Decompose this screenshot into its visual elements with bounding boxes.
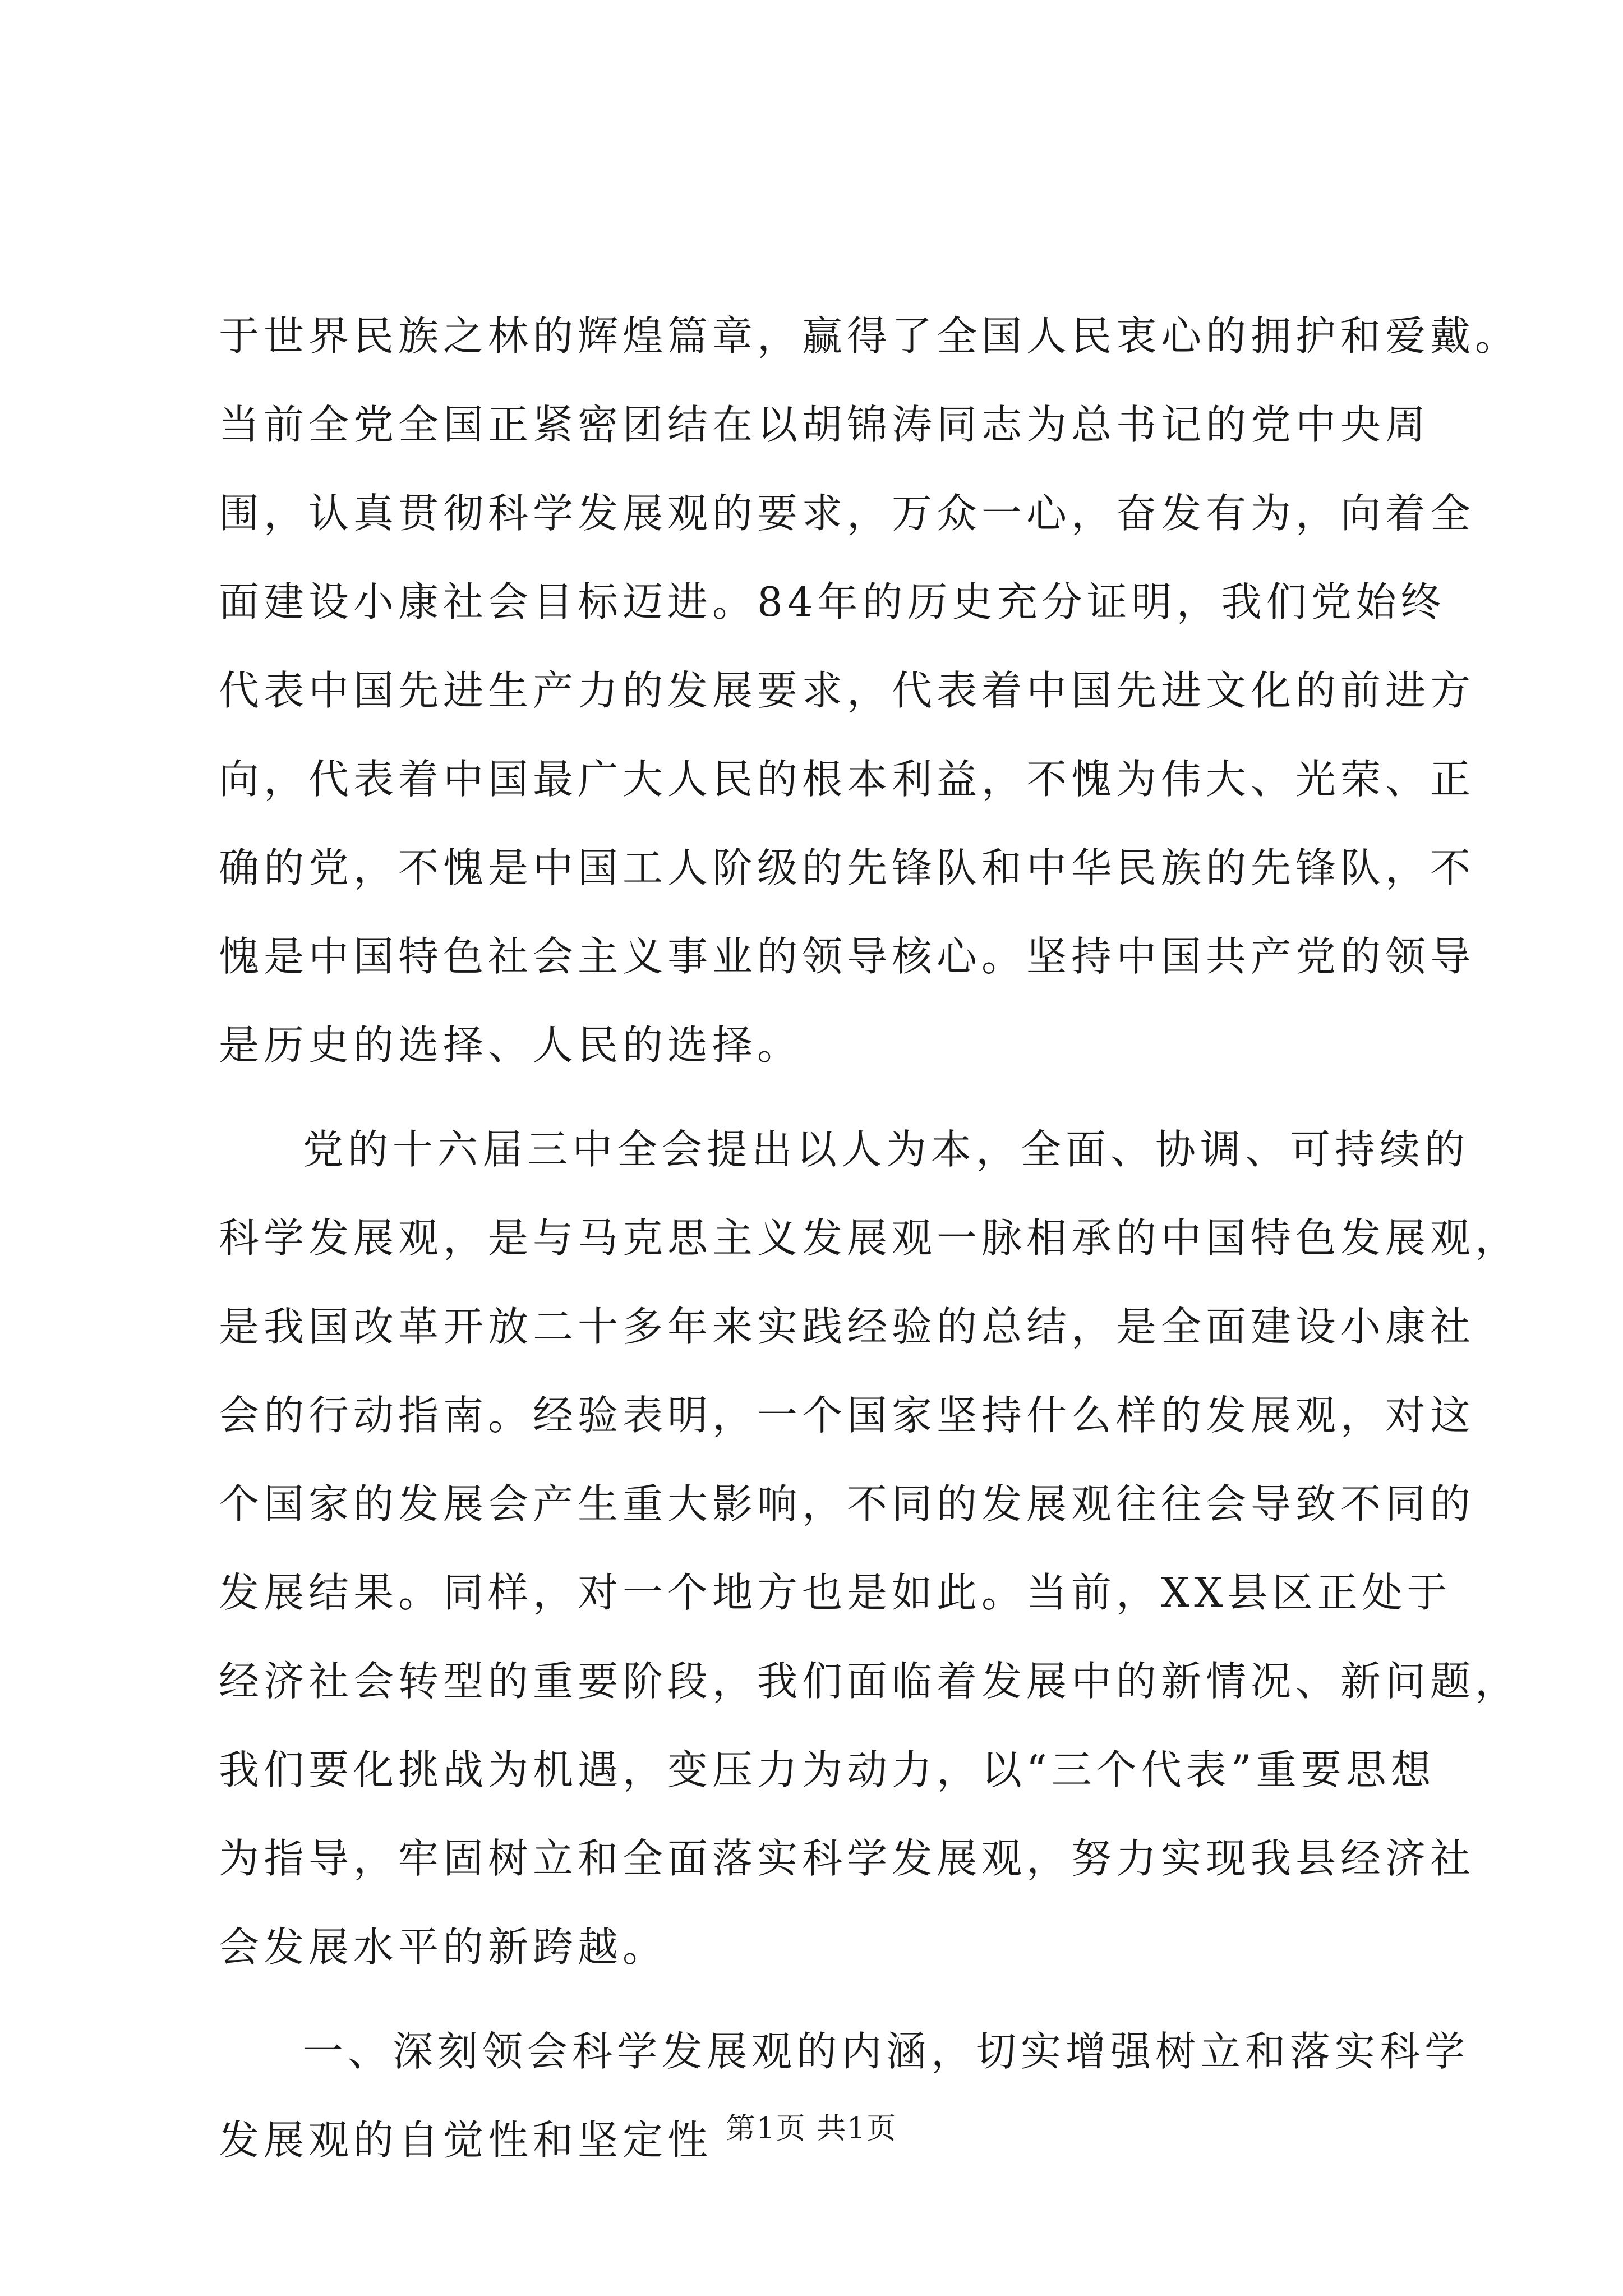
text-line: 科学发展观，是与马克思主义发展观一脉相承的中国特色发展观，: [219, 1214, 1520, 1262]
text-line: 确的党，不愧是中国工人阶级的先锋队和中华民族的先锋队，不: [219, 844, 1476, 891]
text-line: 代表中国先进生产力的发展要求，代表着中国先进文化的前进方: [219, 667, 1476, 714]
text-line: 党的十六届三中全会提出以人为本，全面、协调、可持续的: [303, 1126, 1470, 1173]
heading-line: 一、深刻领会科学发展观的内涵，切实增强树立和落实科学: [303, 2028, 1470, 2075]
text-line: 会的行动指南。经验表明，一个国家坚持什么样的发展观，对这: [219, 1392, 1476, 1439]
text-line: 当前全党全国正紧密团结在以胡锦涛同志为总书记的党中央周: [219, 401, 1431, 448]
text-line: 面建设小康社会目标迈进。84年的历史充分证明，我们党始终: [219, 578, 1446, 625]
paragraph-2: [219, 1105, 1520, 1991]
text-line: 向，代表着中国最广大人民的根本利益，不愧为伟大、光荣、正: [219, 756, 1476, 803]
text-line: 会发展水平的新跨越。: [219, 1924, 668, 1971]
text-line: 围，认真贯彻科学发展观的要求，万众一心，奋发有为，向着全: [219, 490, 1476, 537]
section-heading: [219, 2007, 1470, 2184]
heading-line: 发展观的自觉性和坚定性: [219, 2116, 713, 2164]
text-line: 个国家的发展会产生重大影响，不同的发展观往往会导致不同的: [219, 1480, 1476, 1527]
document-body: [219, 292, 1520, 2184]
text-line: 愧是中国特色社会主义事业的领导核心。坚持中国共产党的领导: [219, 933, 1476, 980]
text-line: 我们要化挑战为机遇，变压力为动力，以“三个代表”重要思想: [219, 1746, 1436, 1793]
text-line: 经济社会转型的重要阶段，我们面临着发展中的新情况、新问题，: [219, 1658, 1520, 1705]
text-line: 发展结果。同样，对一个地方也是如此。当前，XX县区正处于: [219, 1569, 1452, 1616]
text-line: 是历史的选择、人民的选择。: [219, 1022, 803, 1069]
text-line: 是我国改革开放二十多年来实践经验的总结，是全面建设小康社: [219, 1303, 1476, 1350]
text-line: 为指导，牢固树立和全面落实科学发展观，努力实现我县经济社: [219, 1835, 1476, 1882]
page-number-footer: 第1页 共1页: [726, 2112, 897, 2146]
paragraph-1: [219, 292, 1520, 1089]
text-line: 于世界民族之林的辉煌篇章，赢得了全国人民衷心的拥护和爱戴。: [219, 312, 1520, 360]
paragraph-gap: [219, 1089, 1419, 1105]
paragraph-gap: [219, 1991, 1419, 2007]
